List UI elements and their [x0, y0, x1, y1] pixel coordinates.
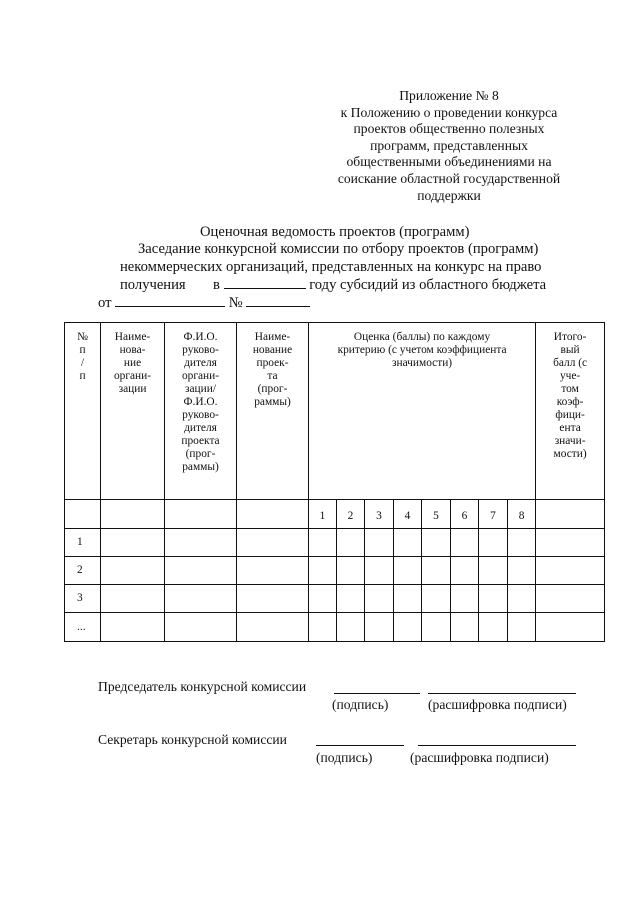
table-cell[interactable] — [394, 529, 422, 557]
appendix-line: поддержки — [417, 187, 481, 203]
table-cell[interactable] — [508, 557, 536, 585]
table-cell[interactable] — [536, 557, 605, 585]
table-cell[interactable] — [479, 557, 508, 585]
chairman-decoding-line[interactable] — [428, 693, 576, 694]
table-cell[interactable] — [237, 585, 309, 613]
table-cell[interactable] — [536, 585, 605, 613]
table-cell[interactable] — [101, 613, 165, 642]
heading-line-5 — [90, 294, 590, 312]
column-header: Итого- вый балл (с уче- том коэф- фици- ента значи- мости) — [536, 323, 605, 500]
table-cell[interactable] — [365, 557, 394, 585]
decoding-caption: (расшифровка подписи) — [428, 697, 567, 712]
table-row — [65, 585, 605, 613]
table-cell[interactable] — [422, 585, 451, 613]
chairman-label: Председатель конкурсной комиссии — [98, 679, 307, 694]
row-number: 3 — [65, 585, 101, 613]
table-cell[interactable] — [451, 557, 479, 585]
table-cell[interactable] — [451, 585, 479, 613]
criterion-number: 3 — [365, 500, 394, 529]
criterion-number: 8 — [508, 500, 536, 529]
table-cell[interactable] — [237, 557, 309, 585]
date-blank[interactable] — [115, 294, 225, 307]
table-cell[interactable] — [365, 529, 394, 557]
heading-text: в — [212, 276, 220, 293]
appendix-block — [318, 88, 580, 204]
table-cell[interactable] — [101, 529, 165, 557]
table-cell[interactable] — [536, 529, 605, 557]
column-header: Наиме- нование проек- та (прог- раммы) — [237, 323, 309, 500]
signature-caption: (подпись) — [332, 697, 389, 712]
criterion-number: 1 — [309, 500, 337, 529]
appendix-line: соискание областной государственной — [337, 170, 561, 186]
heading-line: Заседание конкурсной комиссии по отбору проектов (программ) — [138, 241, 539, 258]
table-cell[interactable] — [337, 613, 365, 642]
table-cell[interactable] — [309, 529, 337, 557]
table-cell[interactable] — [165, 557, 237, 585]
heading-line: некоммерческих организаций, представленных на конкурс на право — [120, 258, 542, 275]
row-number: 2 — [65, 557, 101, 585]
table-cell[interactable] — [422, 529, 451, 557]
criteria-number-row — [65, 500, 605, 529]
table-cell — [237, 500, 309, 529]
table-header-row — [65, 323, 605, 500]
table-cell[interactable] — [165, 613, 237, 642]
heading-text: получения — [120, 276, 186, 293]
decoding-caption: (расшифровка подписи) — [410, 750, 549, 765]
criterion-number: 6 — [451, 500, 479, 529]
criterion-number: 4 — [394, 500, 422, 529]
table-row — [65, 613, 605, 642]
table-cell[interactable] — [237, 613, 309, 642]
table-cell[interactable] — [536, 613, 605, 642]
row-number: 1 — [65, 529, 101, 557]
criterion-number: 2 — [337, 500, 365, 529]
appendix-line: проектов общественно полезных — [353, 121, 545, 137]
table-cell[interactable] — [451, 529, 479, 557]
table-cell[interactable] — [337, 529, 365, 557]
secretary-decoding-line[interactable] — [418, 745, 576, 746]
table-cell[interactable] — [365, 585, 394, 613]
table-cell[interactable] — [309, 557, 337, 585]
table-cell[interactable] — [237, 529, 309, 557]
column-header-criteria: Оценка (баллы) по каждому критерию (с учетом коэффициента значимости) — [309, 323, 536, 500]
table-cell[interactable] — [101, 585, 165, 613]
table-cell[interactable] — [165, 585, 237, 613]
criterion-number: 5 — [422, 500, 451, 529]
table-cell[interactable] — [508, 529, 536, 557]
document-title: Оценочная ведомость проектов (программ) — [200, 224, 470, 240]
table-cell[interactable] — [394, 557, 422, 585]
table-cell[interactable] — [479, 529, 508, 557]
column-header: № п / п — [65, 323, 101, 500]
appendix-line: общественными объединениями на — [346, 154, 552, 170]
heading-text: от — [98, 295, 112, 312]
table-cell[interactable] — [451, 613, 479, 642]
row-number: ... — [65, 613, 101, 642]
table-cell[interactable] — [422, 557, 451, 585]
appendix-line: к Положению о проведении конкурса — [340, 104, 558, 120]
column-header: Наиме- нова- ние органи- зации — [101, 323, 165, 500]
chairman-signature-line[interactable] — [334, 693, 420, 694]
table-cell[interactable] — [508, 585, 536, 613]
document-heading — [90, 224, 590, 312]
table-cell[interactable] — [508, 613, 536, 642]
table-cell[interactable] — [309, 613, 337, 642]
appendix-line: программ, представленных — [370, 137, 528, 153]
table-cell — [536, 500, 605, 529]
year-blank[interactable] — [224, 276, 306, 289]
table-cell[interactable] — [309, 585, 337, 613]
table-cell — [101, 500, 165, 529]
table-cell[interactable] — [165, 529, 237, 557]
table-row — [65, 557, 605, 585]
table-cell[interactable] — [101, 557, 165, 585]
table-cell[interactable] — [337, 585, 365, 613]
table-cell — [65, 500, 101, 529]
signature-caption: (подпись) — [316, 750, 373, 765]
secretary-label: Секретарь конкурсной комиссии — [98, 732, 287, 747]
evaluation-table — [64, 322, 605, 642]
table-cell[interactable] — [422, 613, 451, 642]
table-cell[interactable] — [479, 613, 508, 642]
secretary-signature-line[interactable] — [316, 745, 404, 746]
table-cell[interactable] — [479, 585, 508, 613]
heading-line-4 — [90, 276, 590, 294]
appendix-line: Приложение № 8 — [399, 88, 499, 103]
table-cell[interactable] — [337, 557, 365, 585]
number-blank[interactable] — [246, 294, 310, 307]
table-cell[interactable] — [394, 613, 422, 642]
table-cell[interactable] — [365, 613, 394, 642]
table-row — [65, 529, 605, 557]
table-cell — [165, 500, 237, 529]
heading-text: № — [228, 295, 243, 312]
table-cell[interactable] — [394, 585, 422, 613]
criterion-number: 7 — [479, 500, 508, 529]
column-header: Ф.И.О. руково- дителя органи- зации/ Ф.И.О. руково- дителя проекта (прог- раммы) — [165, 323, 237, 500]
heading-text: году субсидий из областного бюджета — [309, 276, 547, 293]
